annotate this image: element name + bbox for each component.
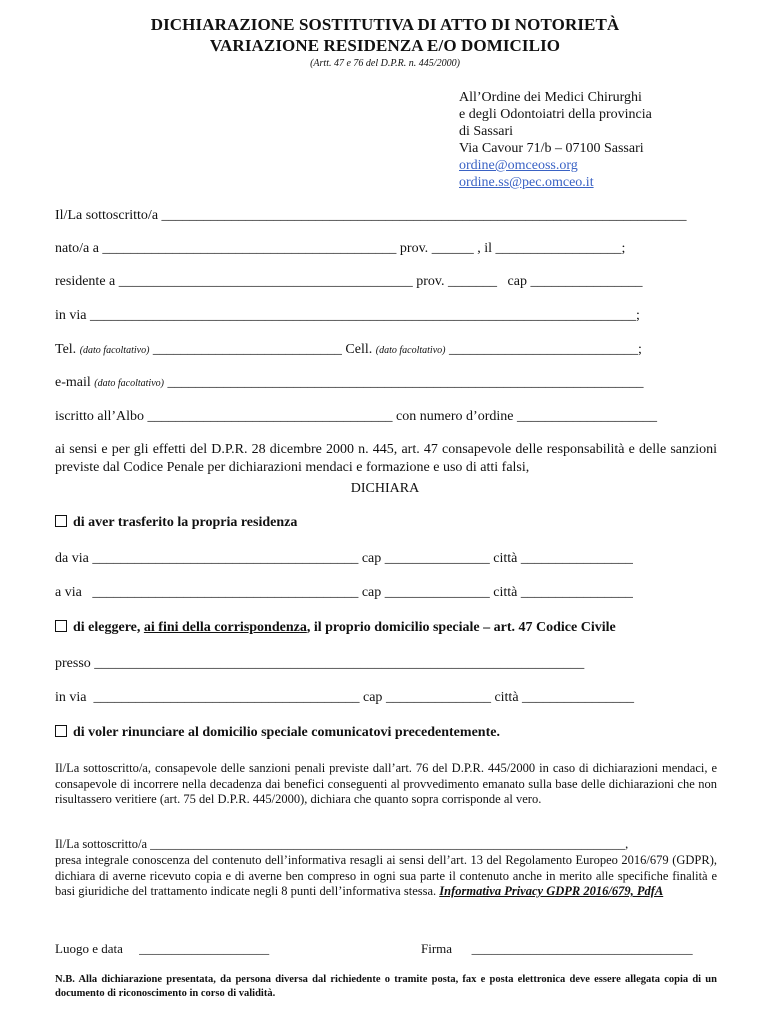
cap-input[interactable]: _______________	[385, 690, 491, 705]
cap-label: cap	[361, 585, 382, 600]
email-input[interactable]: ____________________________________________________________________	[167, 375, 644, 390]
title-line-2: VARIAZIONE RESIDENZA E/O DOMICILIO	[209, 36, 561, 55]
nota-bene: N.B. Alla dichiarazione presentata, da persona diversa dal richiedente o tramite posta, fax e posta elettronica deve essere allegata copia di un documento di riconoscimento in corso di validità.	[55, 974, 717, 999]
domicilio-label-underlined: ai fini della corrispondenza	[143, 620, 307, 635]
prov-input[interactable]: _______	[448, 274, 498, 289]
residente-row	[55, 274, 642, 290]
email-label: e-mail	[55, 375, 91, 390]
recipient-line-2: e degli Odontoiatri della provincia	[459, 107, 652, 122]
via-row	[55, 308, 640, 324]
nato-row	[55, 241, 625, 257]
presso-label: presso	[55, 656, 91, 671]
residenza-label: di aver trasferito la propria residenza	[73, 515, 298, 530]
recipient-block	[459, 89, 652, 191]
domicilio-label-pre: di eleggere,	[73, 620, 141, 635]
domicilio-checkbox[interactable]	[55, 620, 67, 632]
cap-label: cap	[507, 274, 527, 289]
privacy-text	[55, 853, 717, 900]
nato-input[interactable]: __________________________________________	[102, 241, 397, 256]
cell-optional-note: (dato facoltativo)	[375, 345, 446, 356]
dichiara-heading: DICHIARA	[350, 481, 420, 496]
title-line-1: DICHIARAZIONE SOSTITUTIVA DI ATTO DI NOTORIETÀ	[150, 15, 620, 34]
prov-label: prov.	[416, 274, 445, 289]
residente-input[interactable]: __________________________________________	[118, 274, 413, 289]
cap-input[interactable]: ________________	[530, 274, 643, 289]
da-via-input[interactable]: ______________________________________	[92, 551, 359, 566]
via-input[interactable]: ______________________________________	[93, 690, 360, 705]
email-link-2[interactable]: ordine.ss@pec.omceo.it	[459, 175, 594, 190]
albo-label: iscritto all’Albo	[55, 409, 145, 424]
da-via-row	[55, 551, 633, 567]
date-input[interactable]: __________________;	[495, 241, 626, 256]
domicilio-via-row	[55, 690, 634, 706]
citta-label: città	[493, 585, 518, 600]
cap-label: cap	[361, 551, 382, 566]
email-link-1[interactable]: ordine@omceoss.org	[459, 158, 578, 173]
cap-label: cap	[363, 690, 383, 705]
phone-row	[55, 342, 642, 358]
numero-label: con numero d’ordine	[396, 409, 514, 424]
prov-label: prov.	[399, 241, 429, 256]
residenza-checkbox[interactable]	[55, 515, 67, 527]
tel-label: Tel.	[55, 342, 77, 357]
citta-label: città	[493, 551, 518, 566]
firma-field	[421, 941, 693, 957]
email-optional-note: (dato facoltativo)	[94, 378, 164, 389]
citta-input[interactable]: ________________	[522, 690, 635, 705]
privacy-link[interactable]: Informativa Privacy GDPR 2016/679, PdfA	[439, 884, 664, 898]
presso-row	[55, 656, 584, 672]
rinuncia-checkbox[interactable]	[55, 725, 67, 737]
option-residenza	[55, 515, 297, 531]
albo-input[interactable]: ___________________________________	[147, 409, 393, 424]
subtitle: (Artt. 47 e 76 del D.P.R. n. 445/2000)	[310, 58, 460, 69]
declaration-text: Il/La sottoscritto/a, consapevole delle sanzioni penali previste dall’art. 76 del D.P.R. 445/2000 in caso di dichiarazioni mendaci, e consapevole di incorrere nella decadenza dai benefici conseguenti al provvedimento emanato sulla base delle dichiarazioni che non risultassero veritiere (art. 75 del D.P.R. 445/2000), dichiara che quanto sopra corrisponde al vero.	[55, 761, 717, 806]
a-via-row	[55, 585, 633, 601]
prov-input[interactable]: ______	[431, 241, 474, 256]
a-via-input[interactable]: ______________________________________	[92, 585, 359, 600]
cell-input[interactable]: ___________________________;	[448, 342, 642, 357]
sottoscritto-field[interactable]: Il/La sottoscritto/a ___________________________________________________________________________	[55, 208, 687, 223]
recipient-line-4: Via Cavour 71/b – 07100 Sassari	[459, 141, 644, 156]
numero-input[interactable]: ____________________	[516, 409, 657, 424]
a-via-label: a via	[55, 585, 82, 600]
email-row	[55, 375, 643, 391]
tel-optional-note: (dato facoltativo)	[79, 345, 150, 356]
firma-input[interactable]: __________________________________	[471, 941, 693, 956]
cap-input[interactable]: _______________	[384, 585, 490, 600]
da-via-label: da via	[55, 551, 89, 566]
via-input[interactable]: ______________________________________________________________________________;	[90, 308, 640, 323]
option-rinuncia	[55, 725, 500, 741]
rinuncia-label: di voler rinunciare al domicilio speciale comunicatovi precedentemente.	[73, 725, 500, 740]
residente-label: residente a	[55, 274, 116, 289]
via-label: in via	[55, 690, 87, 705]
domicilio-label-post: , il proprio domicilio speciale – art. 47 Codice Civile	[306, 620, 616, 635]
luogo-input[interactable]: ____________________	[139, 941, 270, 956]
recipient-line-1: All’Ordine dei Medici Chirurghi	[459, 90, 642, 105]
via-label: in via	[55, 308, 87, 323]
recipient-line-3: di Sassari	[459, 124, 514, 139]
privacy-sottoscritto-field[interactable]: Il/La sottoscritto/a ____________________________________________________________________________,	[55, 837, 629, 851]
cell-label: Cell.	[345, 342, 373, 357]
citta-label: città	[494, 690, 519, 705]
privacy-body: presa integrale conoscenza del contenuto dell’informativa resagli ai sensi dell’art. 13 del Regolamento Europeo 2016/679 (GDPR), dichiara di averne ricevuto copia e di averne ben compreso in ogni sua parte il contenuto anche in merito alle specifiche finalità e basi giuridiche del trattamento indicate negli 8 punti dell’informativa stessa.	[55, 853, 717, 898]
citta-input[interactable]: ________________	[520, 585, 633, 600]
il-label: , il	[477, 241, 492, 256]
option-domicilio	[55, 620, 616, 636]
luogo-data-field	[55, 941, 269, 957]
nato-label: nato/a a	[55, 241, 99, 256]
albo-row	[55, 409, 657, 425]
luogo-label: Luogo e data	[55, 941, 123, 956]
presso-input[interactable]: ______________________________________________________________________	[94, 656, 585, 671]
citta-input[interactable]: ________________	[520, 551, 633, 566]
cap-input[interactable]: _______________	[384, 551, 490, 566]
tel-input[interactable]: ___________________________	[152, 342, 342, 357]
firma-label: Firma	[421, 941, 453, 956]
legal-premise: ai sensi e per gli effetti del D.P.R. 28 dicembre 2000 n. 445, art. 47 consapevole delle responsabilità e delle sanzioni previste dal Codice Penale per dichiarazioni mendaci e formazione e uso di atti falsi,	[55, 442, 717, 475]
